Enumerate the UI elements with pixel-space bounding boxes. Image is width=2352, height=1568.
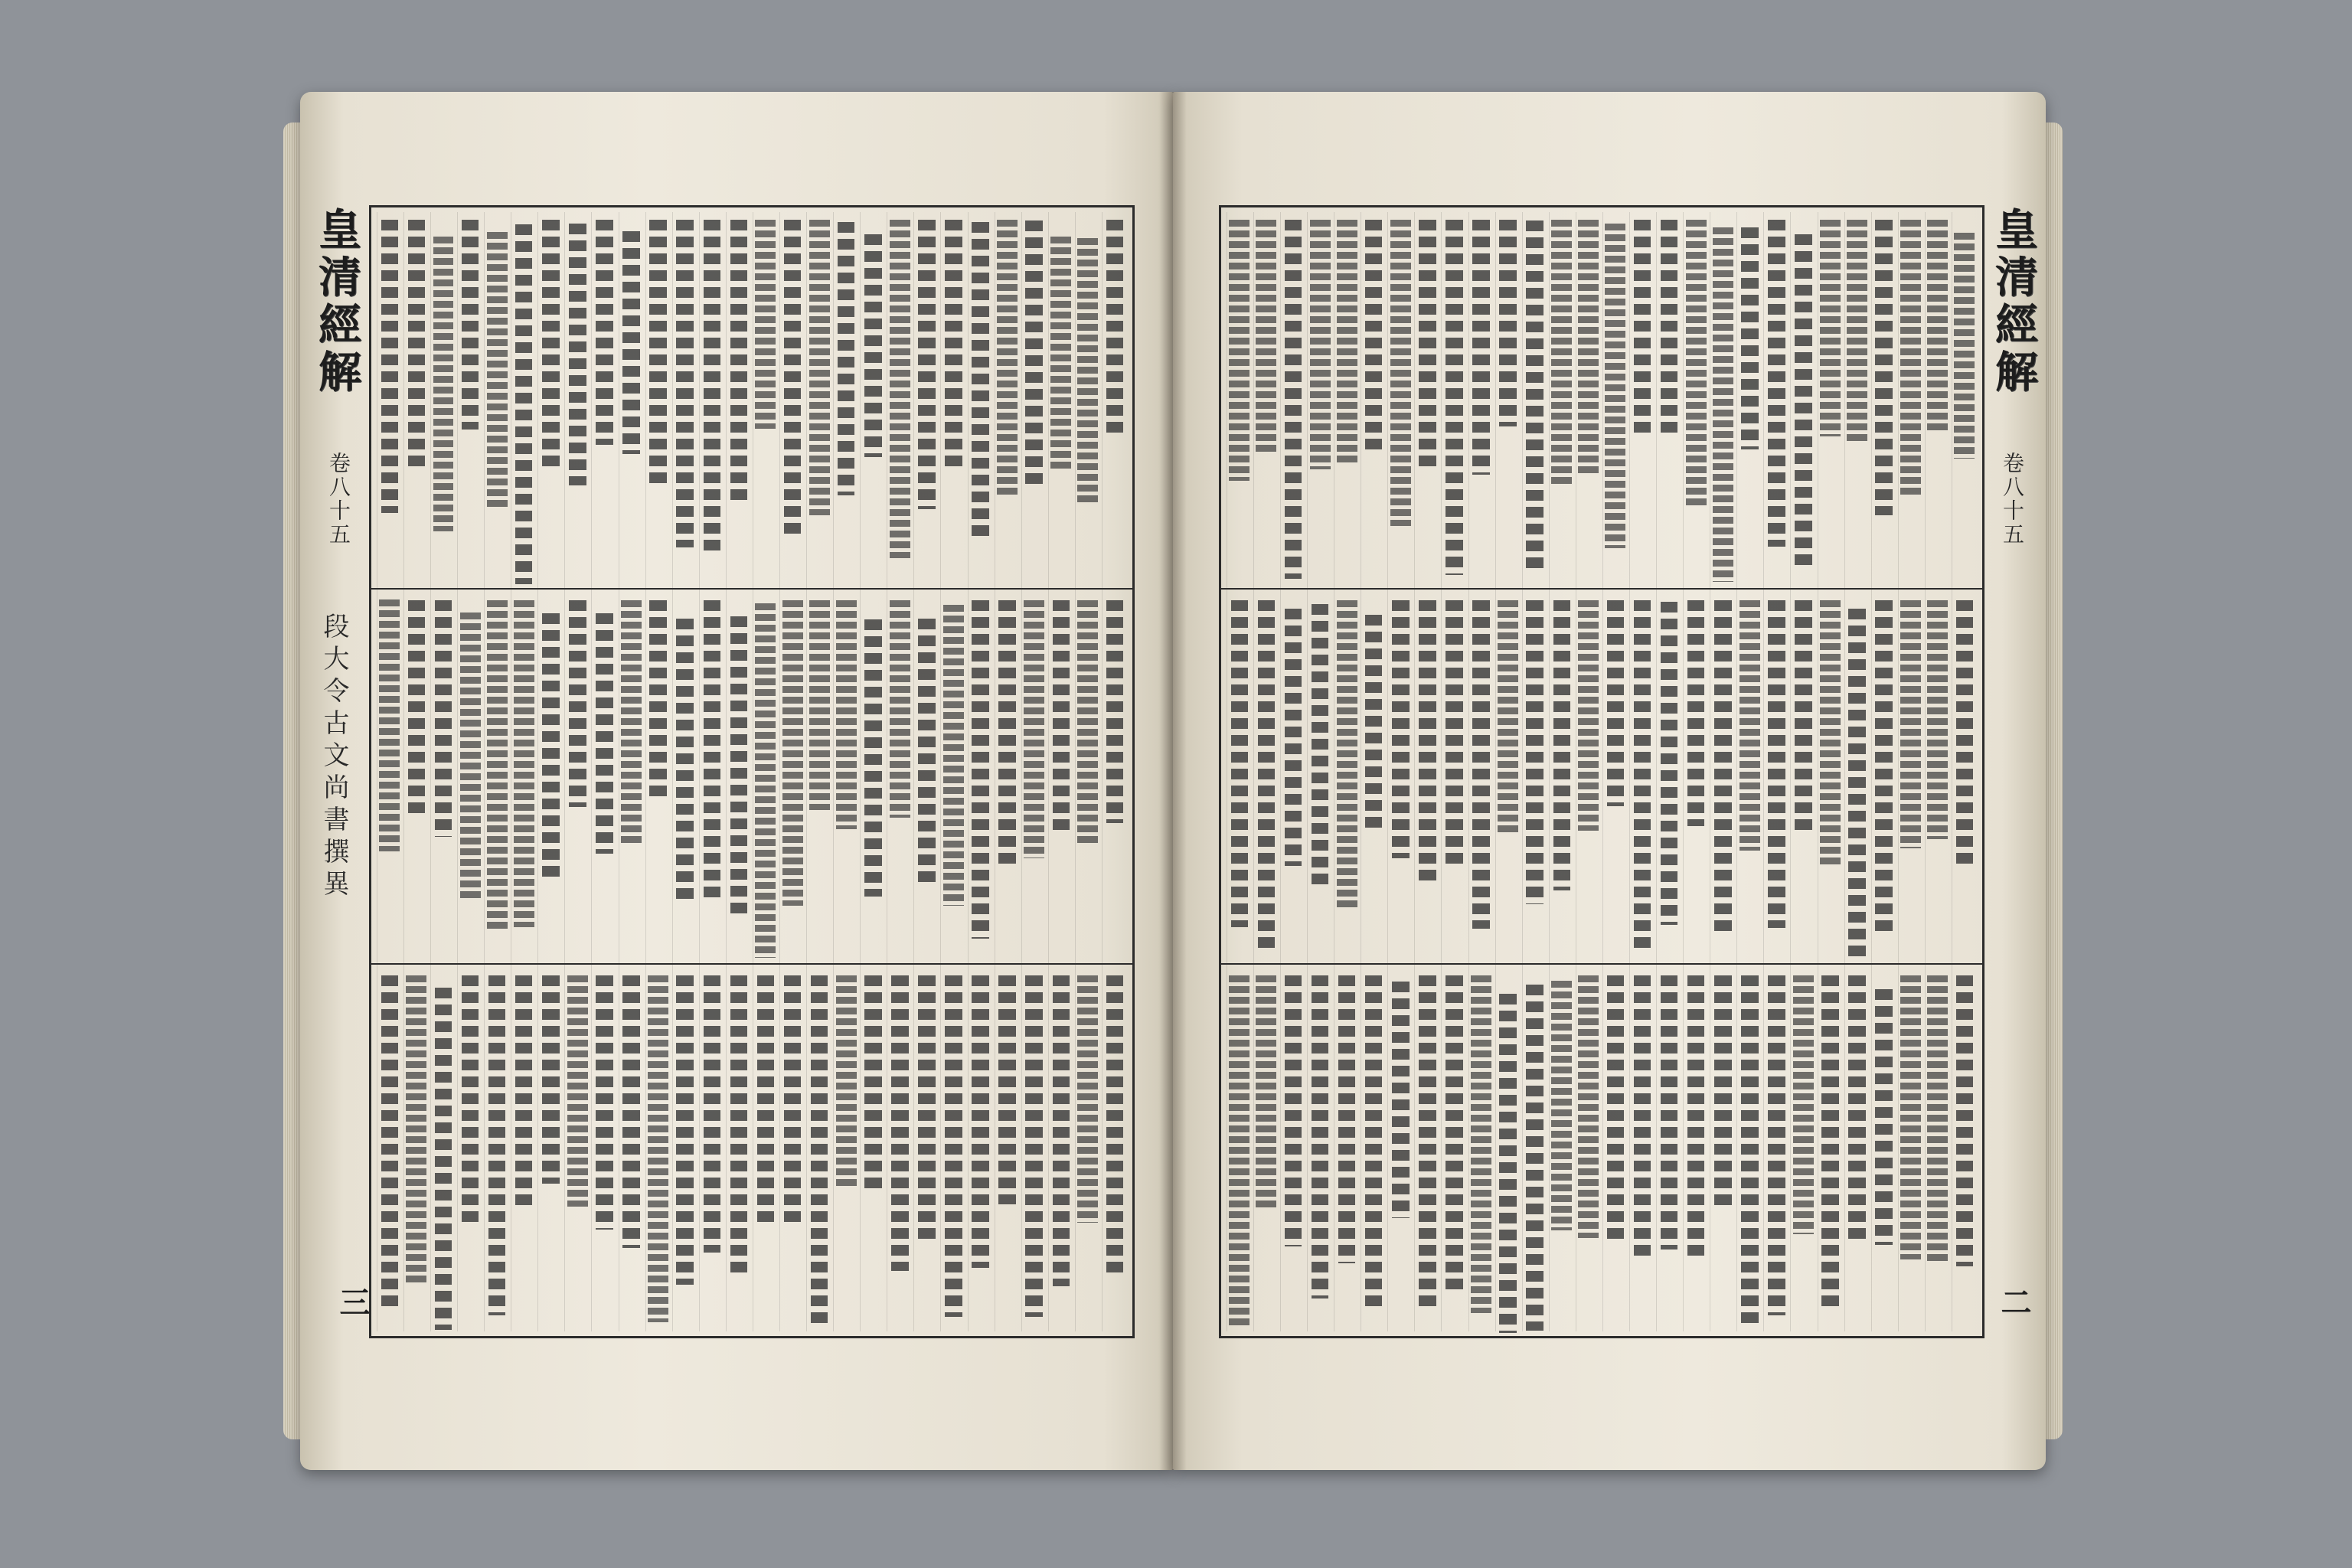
text-line-segment bbox=[676, 619, 693, 899]
text-line-segment bbox=[1740, 600, 1760, 851]
text-line-segment bbox=[1106, 600, 1123, 823]
text-line-segment bbox=[1053, 975, 1070, 1286]
text-line-segment bbox=[918, 220, 935, 509]
text-line-segment bbox=[1661, 975, 1677, 1250]
text-line-segment bbox=[569, 600, 586, 807]
text-line-segment bbox=[1285, 975, 1302, 1246]
text-line-segment bbox=[462, 220, 479, 430]
text-line-segment bbox=[809, 600, 830, 810]
text-column bbox=[1468, 212, 1494, 1331]
text-column bbox=[537, 212, 563, 1331]
text-line-segment bbox=[1848, 609, 1865, 959]
text-line-segment bbox=[1768, 220, 1785, 547]
text-column bbox=[1102, 212, 1127, 1331]
text-line-segment bbox=[1526, 220, 1543, 569]
text-line-segment bbox=[864, 975, 881, 1191]
text-line-segment bbox=[1025, 975, 1042, 1317]
text-line-segment bbox=[379, 599, 400, 852]
text-column bbox=[1925, 212, 1950, 1331]
text-line-segment bbox=[1077, 238, 1098, 505]
text-line-segment bbox=[1956, 600, 1973, 867]
text-column bbox=[1898, 212, 1923, 1331]
text-line-segment bbox=[998, 600, 1015, 864]
text-line-segment bbox=[784, 975, 801, 1223]
text-line-segment bbox=[945, 220, 962, 467]
text-line-segment bbox=[1900, 600, 1921, 848]
text-line-segment bbox=[757, 975, 774, 1227]
text-line-segment bbox=[622, 231, 639, 454]
text-column bbox=[1629, 212, 1655, 1331]
text-line-segment bbox=[1551, 981, 1572, 1231]
text-line-segment bbox=[1392, 600, 1409, 858]
text-line-segment bbox=[1472, 220, 1489, 475]
text-line-segment bbox=[1954, 233, 1975, 458]
text-line-segment bbox=[972, 222, 988, 540]
text-column bbox=[1736, 212, 1762, 1331]
text-line-segment bbox=[891, 975, 908, 1271]
text-line-segment bbox=[1419, 975, 1436, 1307]
text-column bbox=[995, 212, 1020, 1331]
text-line-segment bbox=[460, 612, 481, 898]
text-line-segment bbox=[622, 975, 639, 1248]
text-line-segment bbox=[1499, 994, 1516, 1333]
text-line-segment bbox=[704, 220, 720, 557]
text-line-segment bbox=[1077, 600, 1098, 845]
right-page-columns bbox=[1221, 207, 1982, 1336]
text-line-segment bbox=[408, 600, 425, 813]
text-line-segment bbox=[1741, 227, 1758, 449]
text-line-segment bbox=[1390, 220, 1411, 526]
text-line-segment bbox=[1741, 975, 1758, 1326]
text-line-segment bbox=[890, 220, 910, 558]
text-column bbox=[511, 212, 536, 1331]
text-line-segment bbox=[1634, 975, 1651, 1262]
text-line-segment bbox=[567, 975, 588, 1207]
text-column bbox=[1844, 212, 1870, 1331]
text-column bbox=[726, 212, 751, 1331]
text-line-segment bbox=[1900, 220, 1921, 495]
text-line-segment bbox=[1024, 600, 1044, 858]
text-line-segment bbox=[1471, 975, 1491, 1313]
text-line-segment bbox=[676, 220, 693, 547]
text-column bbox=[699, 212, 724, 1331]
text-line-segment bbox=[1392, 982, 1409, 1217]
text-line-segment bbox=[649, 600, 666, 802]
text-line-segment bbox=[1714, 975, 1731, 1210]
text-line-segment bbox=[1526, 600, 1543, 904]
text-line-segment bbox=[1419, 220, 1436, 472]
text-line-segment bbox=[1229, 975, 1250, 1326]
text-line-segment bbox=[1821, 975, 1838, 1306]
text-line-segment bbox=[1848, 975, 1865, 1240]
text-column bbox=[645, 212, 671, 1331]
text-line-segment bbox=[945, 975, 962, 1317]
text-line-segment bbox=[1025, 220, 1042, 488]
text-line-segment bbox=[1713, 227, 1733, 582]
left-page-volume-mark: 卷八十五 bbox=[326, 452, 351, 547]
text-line-segment bbox=[1365, 975, 1382, 1311]
text-line-segment bbox=[488, 975, 505, 1315]
right-page-volume-mark: 卷八十五 bbox=[2000, 452, 2025, 547]
text-line-segment bbox=[1526, 985, 1543, 1331]
text-line-segment bbox=[1634, 220, 1651, 433]
text-line-segment bbox=[943, 605, 964, 906]
text-line-segment bbox=[1419, 600, 1436, 885]
text-line-segment bbox=[433, 237, 454, 531]
text-line-segment bbox=[1578, 220, 1599, 476]
text-column bbox=[833, 212, 858, 1331]
open-book bbox=[300, 92, 2046, 1470]
text-line-segment bbox=[1820, 220, 1841, 436]
text-column bbox=[564, 212, 590, 1331]
text-line-segment bbox=[1498, 600, 1518, 834]
text-line-segment bbox=[406, 975, 426, 1284]
text-line-segment bbox=[1607, 600, 1624, 806]
text-line-segment bbox=[864, 619, 881, 897]
text-line-segment bbox=[1229, 220, 1250, 481]
text-line-segment bbox=[1472, 600, 1489, 929]
text-column bbox=[806, 212, 831, 1331]
text-line-segment bbox=[755, 220, 776, 429]
left-page-columns bbox=[371, 207, 1132, 1336]
text-line-segment bbox=[514, 600, 534, 927]
text-line-segment bbox=[704, 600, 720, 903]
text-line-segment bbox=[435, 600, 452, 837]
text-line-segment bbox=[1310, 220, 1331, 469]
text-column bbox=[619, 212, 644, 1331]
text-line-segment bbox=[1661, 220, 1677, 437]
text-line-segment bbox=[1077, 975, 1098, 1223]
text-line-segment bbox=[1231, 600, 1248, 927]
text-line-segment bbox=[676, 975, 693, 1285]
text-line-segment bbox=[972, 975, 988, 1268]
text-line-segment bbox=[1686, 220, 1707, 508]
text-line-segment bbox=[1768, 600, 1785, 928]
text-line-segment bbox=[1256, 975, 1276, 1210]
text-line-segment bbox=[542, 975, 559, 1184]
text-line-segment bbox=[1337, 600, 1357, 910]
text-line-segment bbox=[596, 975, 612, 1230]
left-page-text-block bbox=[369, 205, 1135, 1338]
text-column bbox=[1495, 212, 1521, 1331]
text-column bbox=[1253, 212, 1279, 1331]
text-column bbox=[753, 212, 778, 1331]
text-line-segment bbox=[864, 234, 881, 457]
text-column bbox=[1790, 212, 1815, 1331]
text-line-segment bbox=[1768, 975, 1785, 1315]
text-line-segment bbox=[1900, 975, 1921, 1259]
text-line-segment bbox=[730, 616, 747, 913]
text-column bbox=[672, 212, 697, 1331]
text-column bbox=[377, 212, 402, 1331]
text-column bbox=[1021, 212, 1047, 1331]
text-line-segment bbox=[515, 224, 532, 584]
text-line-segment bbox=[1927, 975, 1948, 1265]
text-column bbox=[1522, 212, 1547, 1331]
text-line-segment bbox=[1578, 600, 1599, 831]
text-column bbox=[1710, 212, 1735, 1331]
text-line-segment bbox=[1285, 220, 1302, 579]
text-column bbox=[968, 212, 993, 1331]
text-column bbox=[860, 212, 885, 1331]
text-column bbox=[1441, 212, 1466, 1331]
text-column bbox=[887, 212, 912, 1331]
text-line-segment bbox=[542, 613, 559, 878]
text-line-segment bbox=[515, 975, 532, 1211]
left-page-folio: 三 bbox=[335, 1286, 371, 1317]
text-line-segment bbox=[704, 975, 720, 1253]
text-line-segment bbox=[1607, 975, 1624, 1241]
text-line-segment bbox=[918, 975, 935, 1241]
text-line-segment bbox=[1258, 600, 1275, 953]
text-column bbox=[484, 212, 509, 1331]
right-page-edge-title: 皇清經解 bbox=[1988, 207, 2039, 397]
text-line-segment bbox=[972, 600, 988, 939]
text-line-segment bbox=[648, 975, 668, 1322]
text-line-segment bbox=[487, 232, 508, 506]
text-column bbox=[1683, 212, 1708, 1331]
text-line-segment bbox=[1337, 220, 1357, 466]
text-line-segment bbox=[408, 220, 425, 469]
text-line-segment bbox=[1687, 975, 1704, 1260]
text-line-segment bbox=[1285, 609, 1302, 866]
text-line-segment bbox=[1847, 220, 1867, 443]
text-column bbox=[1952, 212, 1977, 1331]
text-line-segment bbox=[890, 600, 910, 818]
right-page-text-block bbox=[1219, 205, 1984, 1338]
text-column bbox=[913, 212, 939, 1331]
text-line-segment bbox=[1338, 975, 1355, 1263]
book-gutter bbox=[1159, 92, 1187, 1470]
text-line-segment bbox=[649, 220, 666, 486]
text-column bbox=[1387, 212, 1413, 1331]
text-line-segment bbox=[1956, 975, 1973, 1266]
text-line-segment bbox=[730, 220, 747, 500]
text-column bbox=[1602, 212, 1628, 1331]
text-line-segment bbox=[1106, 220, 1123, 435]
text-line-segment bbox=[1312, 604, 1328, 885]
text-line-segment bbox=[1312, 975, 1328, 1298]
text-column bbox=[1656, 212, 1681, 1331]
text-line-segment bbox=[381, 975, 398, 1312]
text-line-segment bbox=[784, 220, 801, 534]
text-line-segment bbox=[836, 975, 857, 1189]
text-line-segment bbox=[755, 603, 776, 958]
text-column bbox=[1227, 212, 1252, 1331]
text-line-segment bbox=[1256, 220, 1276, 452]
text-line-segment bbox=[1927, 600, 1948, 839]
text-line-segment bbox=[1365, 615, 1382, 828]
text-line-segment bbox=[1106, 975, 1123, 1272]
text-column bbox=[1763, 212, 1788, 1331]
left-page-source-note: 段大令古文尚書撰異 bbox=[318, 612, 349, 902]
text-column bbox=[430, 212, 456, 1331]
text-line-segment bbox=[1446, 975, 1462, 1292]
text-line-segment bbox=[1795, 234, 1811, 569]
text-line-segment bbox=[435, 988, 452, 1330]
text-line-segment bbox=[1634, 600, 1651, 949]
text-column bbox=[457, 212, 482, 1331]
text-line-segment bbox=[1446, 600, 1462, 869]
text-line-segment bbox=[811, 975, 828, 1325]
text-line-segment bbox=[998, 975, 1015, 1204]
text-column bbox=[1818, 212, 1843, 1331]
text-line-segment bbox=[1050, 237, 1071, 470]
text-line-segment bbox=[1446, 220, 1462, 575]
text-line-segment bbox=[1365, 220, 1382, 453]
text-column bbox=[1280, 212, 1305, 1331]
text-line-segment bbox=[1875, 989, 1892, 1245]
text-line-segment bbox=[918, 619, 935, 884]
text-column bbox=[1576, 212, 1601, 1331]
text-column bbox=[1414, 212, 1439, 1331]
text-line-segment bbox=[1795, 600, 1811, 831]
text-line-segment bbox=[1551, 220, 1572, 485]
text-column bbox=[779, 212, 805, 1331]
text-line-segment bbox=[1053, 600, 1070, 831]
text-line-segment bbox=[1687, 600, 1704, 826]
text-line-segment bbox=[1578, 975, 1599, 1238]
text-column bbox=[1361, 212, 1386, 1331]
text-line-segment bbox=[596, 220, 612, 445]
text-line-segment bbox=[462, 975, 479, 1223]
text-line-segment bbox=[621, 600, 642, 843]
text-column bbox=[1307, 212, 1332, 1331]
text-line-segment bbox=[782, 600, 803, 906]
text-line-segment bbox=[836, 600, 857, 829]
text-column bbox=[591, 212, 616, 1331]
text-line-segment bbox=[1661, 602, 1677, 925]
text-column bbox=[1048, 212, 1073, 1331]
text-line-segment bbox=[487, 600, 508, 933]
text-line-segment bbox=[381, 220, 398, 513]
text-column bbox=[1075, 212, 1100, 1331]
text-column bbox=[940, 212, 965, 1331]
left-page-edge-title: 皇清經解 bbox=[312, 207, 362, 397]
text-column bbox=[1334, 212, 1359, 1331]
text-line-segment bbox=[730, 975, 747, 1274]
text-line-segment bbox=[1793, 975, 1814, 1234]
right-page-folio: 二 bbox=[1996, 1286, 2032, 1317]
text-column bbox=[1871, 212, 1896, 1331]
text-line-segment bbox=[1553, 600, 1570, 890]
text-column bbox=[403, 212, 429, 1331]
text-line-segment bbox=[809, 220, 830, 515]
text-line-segment bbox=[838, 222, 854, 495]
text-line-segment bbox=[997, 220, 1018, 495]
text-line-segment bbox=[569, 224, 586, 486]
text-line-segment bbox=[1875, 220, 1892, 515]
text-line-segment bbox=[1605, 224, 1625, 548]
text-line-segment bbox=[596, 613, 612, 854]
text-column bbox=[1549, 212, 1574, 1331]
text-line-segment bbox=[1927, 220, 1948, 432]
text-line-segment bbox=[542, 220, 559, 469]
text-line-segment bbox=[1499, 220, 1516, 426]
text-line-segment bbox=[1875, 600, 1892, 933]
text-line-segment bbox=[1820, 600, 1841, 867]
text-line-segment bbox=[1714, 600, 1731, 933]
